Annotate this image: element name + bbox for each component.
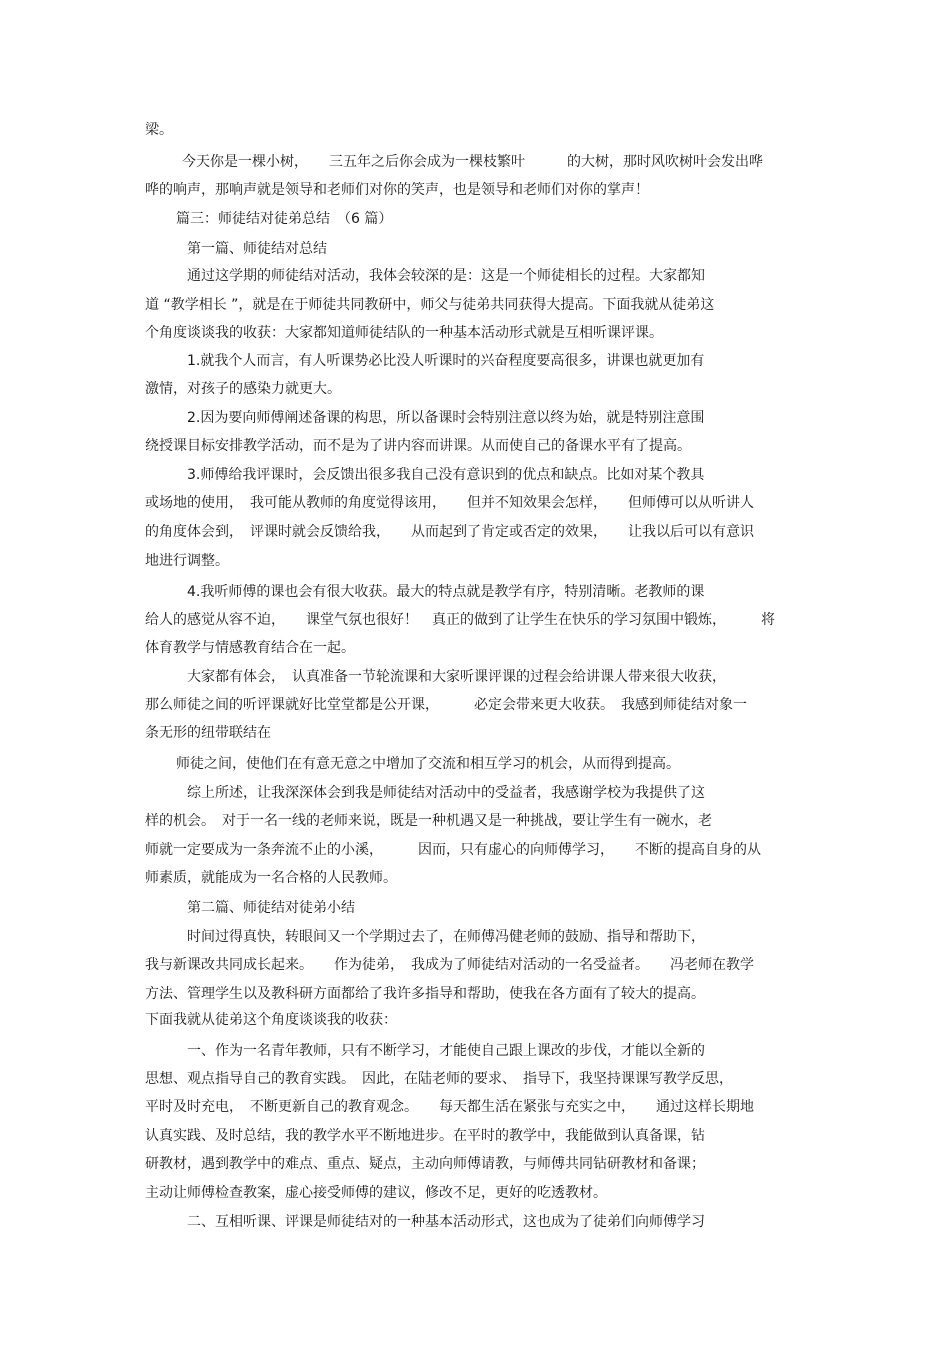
text-line: 师素质，就能成为一名合格的人民教师。 — [145, 870, 397, 886]
text-line: 条无形的纽带联结在 — [145, 725, 271, 741]
text-line: 梁。 — [145, 122, 173, 138]
section-heading: 第一篇、师徒结对总结 — [187, 241, 327, 257]
text-line: 我与新课改共同成长起来。 作为徒弟， 我成为了师徒结对活动的一名受益者。 冯老师在教学 — [145, 957, 754, 973]
text-line: 或场地的使用， 我可能从教师的角度觉得该用， 但并不知效果会怎样， 但师傅可以从听讲人 — [145, 495, 754, 511]
text-line: 师就一定要成为一条奔流不止的小溪， 因而，只有虚心的向师傅学习， 不断的提高自身的从 — [145, 842, 761, 858]
text-line: 激情，对孩子的感染力就更大。 — [145, 381, 341, 397]
text-line: 给人的感觉从容不迫， 课堂气氛也很好！ 真正的做到了让学生在快乐的学习氛围中锻炼， 将 — [145, 612, 775, 628]
text-line: 体育教学与情感教育结合在一起。 — [145, 640, 355, 656]
text-line: 绕授课目标安排教学活动，而不是为了讲内容而讲课。从而使自己的备课水平有了提高。 — [145, 438, 691, 454]
section-heading: 第二篇、师徒结对徒弟小结 — [187, 900, 355, 916]
text-line: 二、互相听课、评课是师徒结对的一种基本活动形式，这也成为了徒弟们向师傅学习 — [187, 1214, 705, 1230]
text-line: 通过这学期的师徒结对活动，我体会较深的是：这是一个师徒相长的过程。大家都知 — [187, 268, 705, 284]
text-line: 道 “教学相长 ”，就是在于师徒共同教研中，师父与徒弟共同获得大提高。下面我就从徒弟这 — [145, 297, 715, 313]
text-line: 地进行调整。 — [145, 553, 229, 569]
text-line: 哗的响声，那响声就是领导和老师们对你的笑声，也是领导和老师们对你的掌声！ — [145, 182, 649, 198]
text-line: 样的机会。 对于一名一线的老师来说，既是一种机遇又是一种挑战，要让学生有一碗水，老 — [145, 813, 712, 829]
text-line: 个角度谈谈我的收获：大家都知道师徒结队的一种基本活动形式就是互相听课评课。 — [145, 325, 663, 341]
text-line: 一、作为一名青年教师，只有不断学习，才能使自己跟上课改的步伐，才能以全新的 — [187, 1043, 705, 1059]
text-line: 的角度体会到， 评课时就会反馈给我， 从而起到了肯定或否定的效果， 让我以后可以有意识 — [145, 524, 754, 540]
text-line: 研教材，遇到教学中的难点、重点、疑点，主动向师傅请教，与师傅共同钻研教材和备课； — [145, 1156, 705, 1172]
text-line: 主动让师傅检查教案，虚心接受师傅的建议，修改不足，更好的吃透教材。 — [145, 1185, 607, 1201]
text-line: 今天你是一棵小树， 三五年之后你会成为一棵枝繁叶 的大树，那时风吹树叶会发出哗 — [182, 154, 763, 170]
text-line: 那么师徒之间的听评课就好比堂堂都是公开课， 必定会带来更大收获。 我感到师徒结对象一 — [145, 697, 747, 713]
text-line: 思想、观点指导自己的教育实践。 因此，在陆老师的要求、 指导下，我坚持课课写教学反思， — [145, 1071, 733, 1087]
section-heading: 篇三：师徒结对徒弟总结 （6 篇） — [176, 211, 393, 227]
text-line: 3.师傅给我评课时，会反馈出很多我自己没有意识到的优点和缺点。比如对某个教具 — [187, 467, 705, 483]
text-line: 师徒之间，使他们在有意无意之中增加了交流和相互学习的机会，从而得到提高。 — [176, 756, 680, 772]
text-line: 平时及时充电， 不断更新自己的教育观念。 每天都生活在紧张与充实之中， 通过这样长期地 — [145, 1099, 754, 1115]
text-line: 1.就我个人而言，有人听课势必比没人听课时的兴奋程度要高很多，讲课也就更加有 — [187, 353, 705, 369]
text-line: 4.我听师傅的课也会有很大收获。最大的特点就是教学有序，特别清晰。老教师的课 — [187, 584, 705, 600]
text-line: 下面我就从徒弟这个角度谈谈我的收获： — [145, 1012, 397, 1028]
text-line: 综上所述，让我深深体会到我是师徒结对活动中的受益者，我感谢学校为我提供了这 — [187, 785, 705, 801]
text-line: 时间过得真快，转眼间又一个学期过去了，在师傅冯健老师的鼓励、指导和帮助下， — [187, 929, 705, 945]
text-line: 方法、管理学生以及教科研方面都给了我许多指导和帮助，使我在各方面有了较大的提高。 — [145, 986, 705, 1002]
text-line: 认真实践、及时总结，我的教学水平不断地进步。在平时的教学中，我能做到认真备课，钻 — [145, 1128, 705, 1144]
text-line: 2.因为要向师傅阐述备课的构思，所以备课时会特别注意以终为始，就是特别注意围 — [187, 410, 705, 426]
text-line: 大家都有体会， 认真准备一节轮流课和大家听课评课的过程会给讲课人带来很大收获， — [187, 669, 726, 685]
